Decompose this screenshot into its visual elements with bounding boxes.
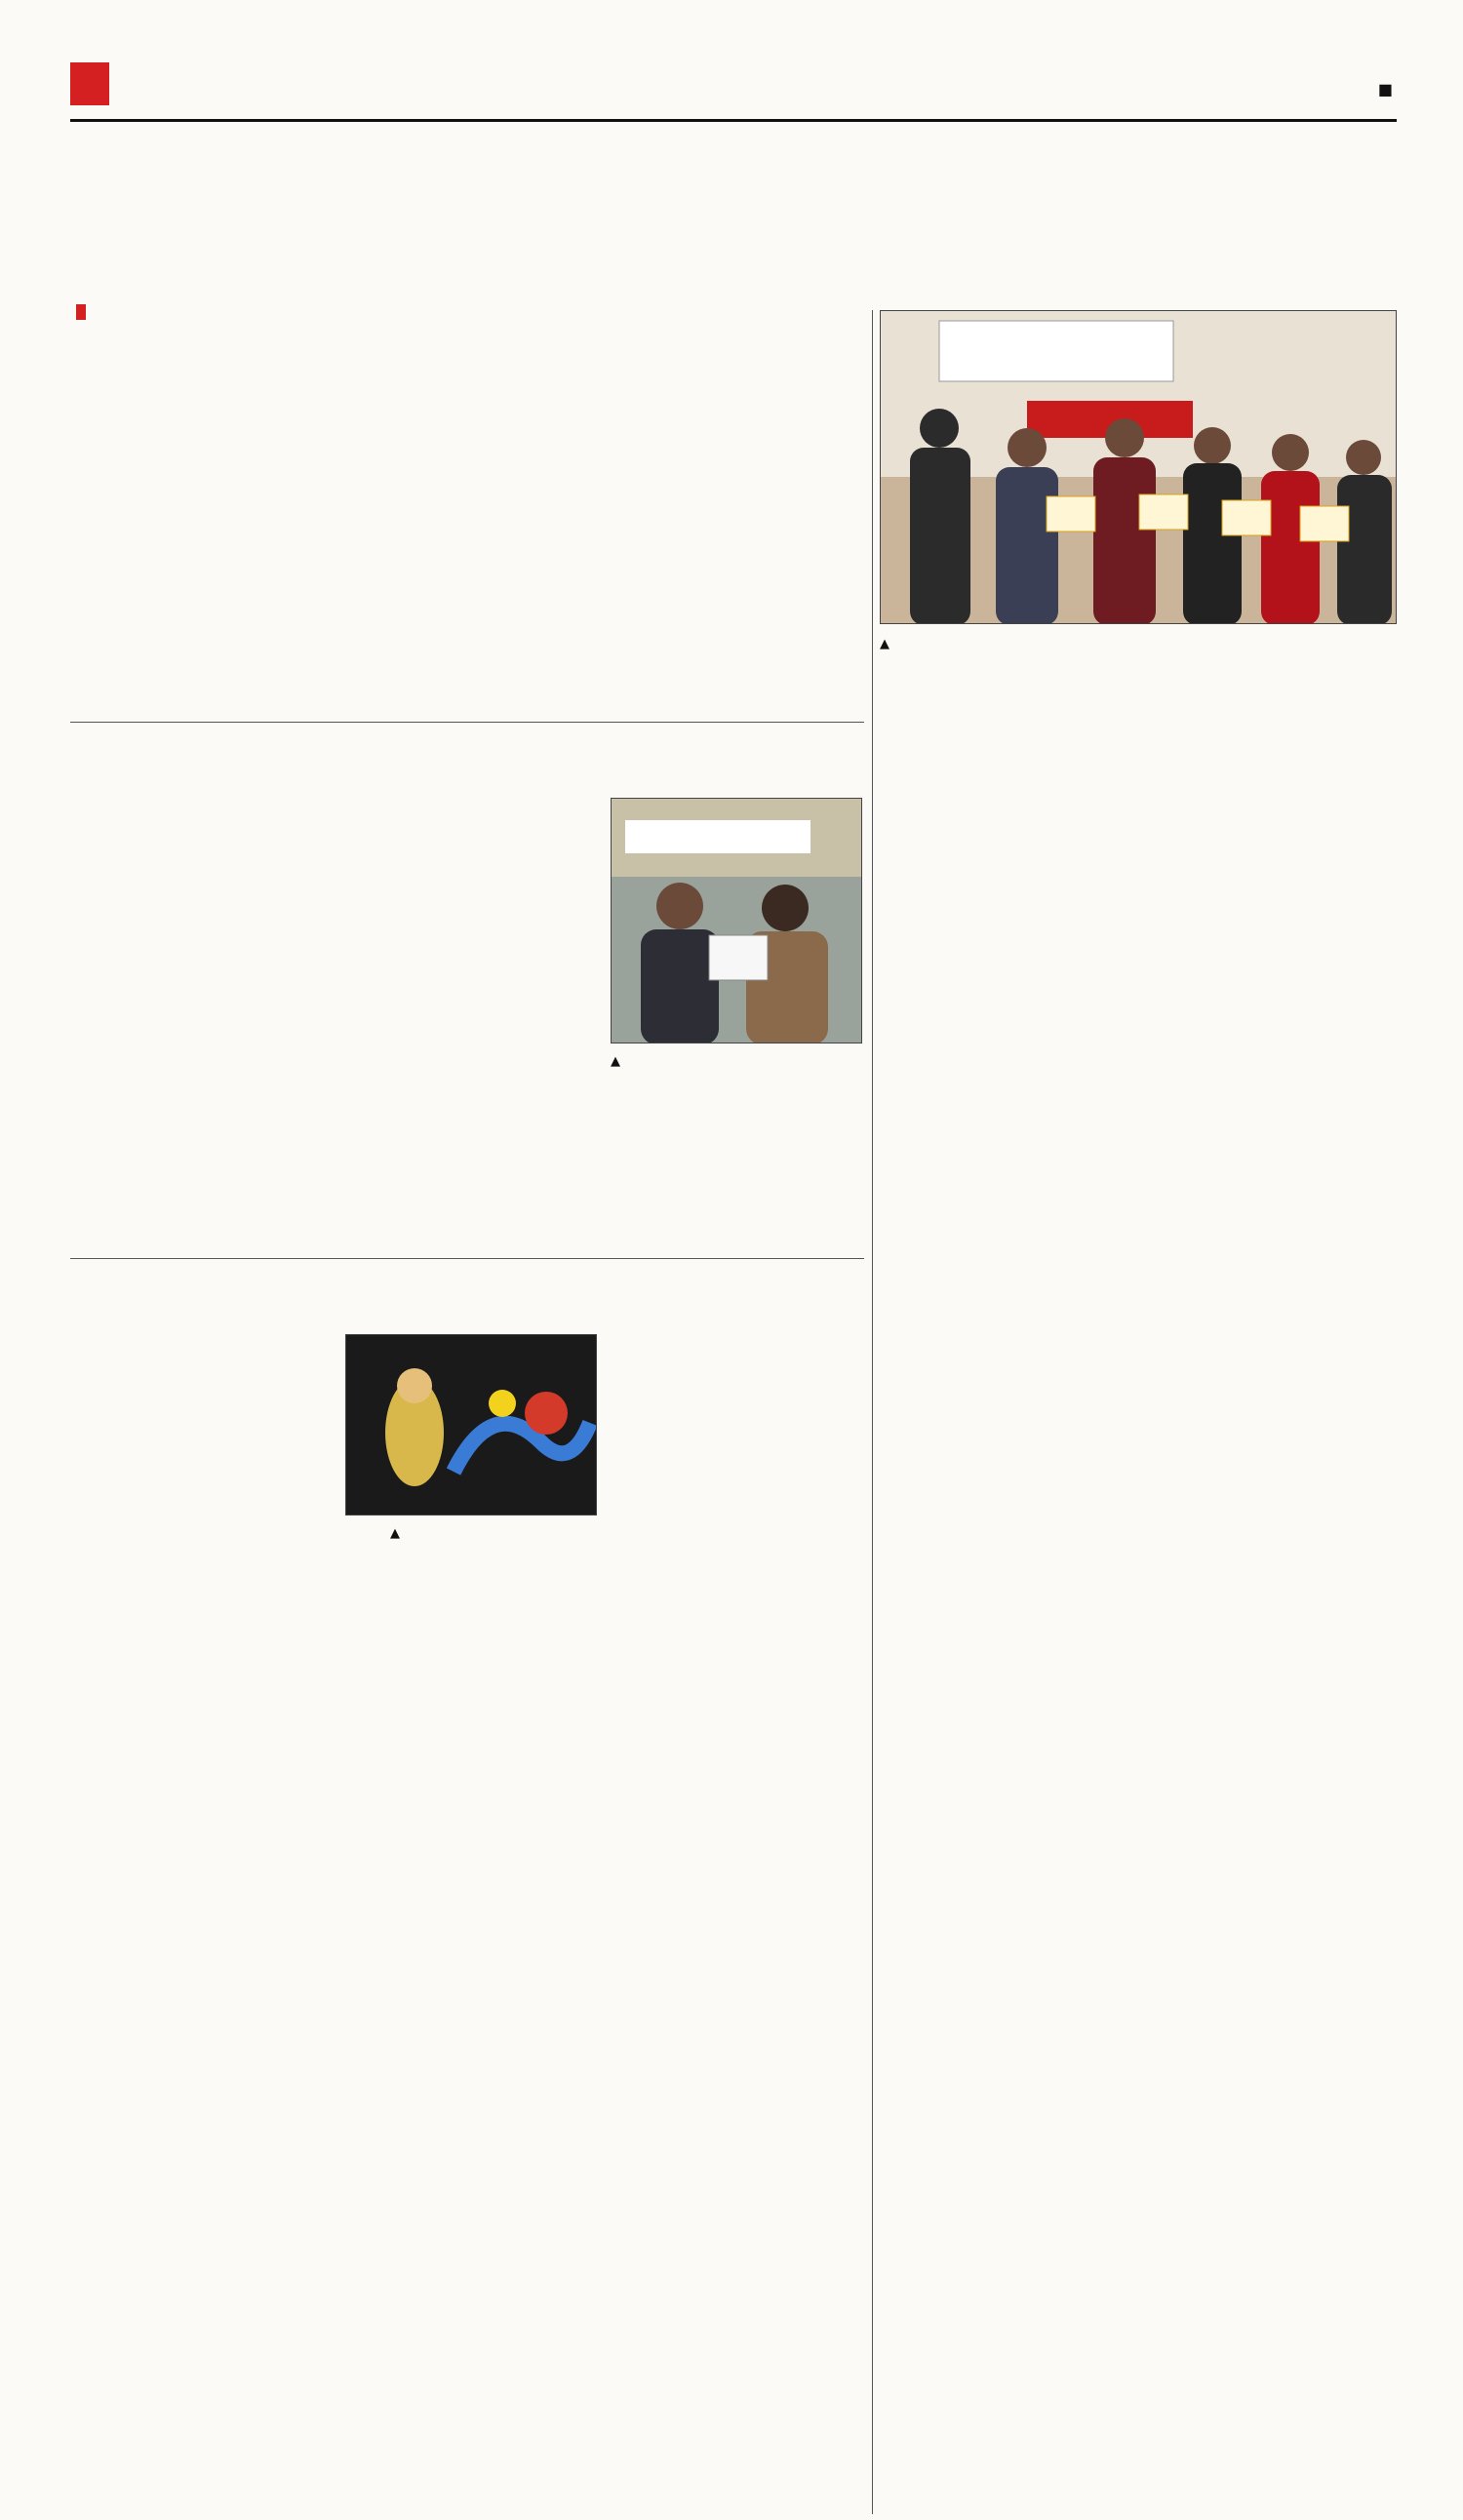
column-divider	[872, 310, 873, 2514]
header-divider	[70, 119, 1397, 122]
responsible-editor	[1378, 76, 1397, 99]
section-divider	[70, 1258, 864, 1259]
voter-registration-photo	[612, 799, 862, 1043]
story3-photo	[345, 1334, 597, 1516]
section-divider	[70, 722, 864, 723]
story3-photo-caption	[390, 1521, 597, 1545]
cass-lecture-photo	[881, 311, 1397, 624]
page-letter	[70, 62, 109, 105]
page-header	[70, 57, 1397, 117]
main-story-photo	[880, 310, 1397, 624]
story2-photo	[611, 798, 862, 1043]
main-byline	[76, 302, 92, 323]
story2-photo-caption	[611, 1049, 862, 1073]
puppet-props-photo	[346, 1335, 597, 1516]
main-photo-caption	[880, 632, 1397, 655]
